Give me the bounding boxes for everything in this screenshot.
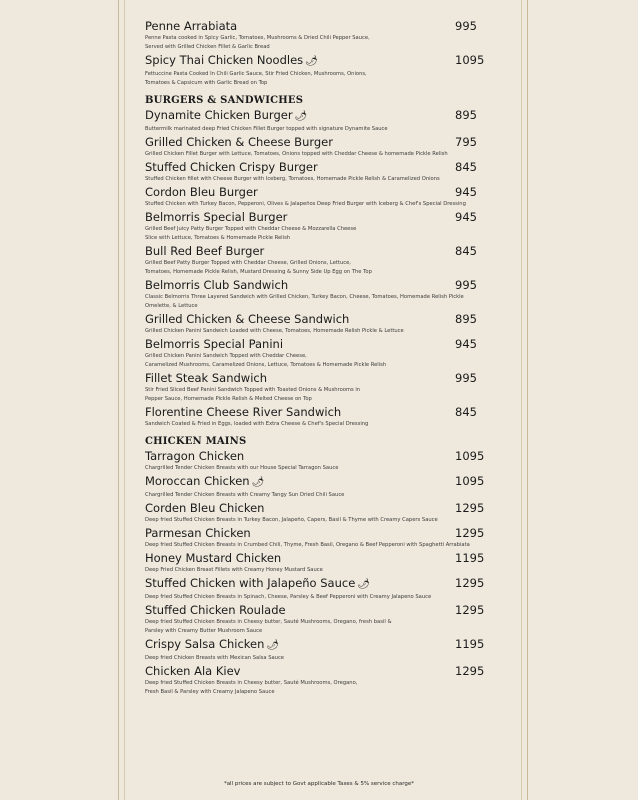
menu-item-description: Parsley with Creamy Butter Mushroom Sauce — [145, 628, 263, 634]
menu-item-florentine-cheese-river-sandwich — [145, 404, 490, 429]
chili-icon: 🌶 — [357, 579, 370, 590]
menu-item-price: 895 — [455, 312, 477, 326]
menu-item-name — [145, 52, 318, 70]
menu-item-name-text: Belmorris Special Burger — [145, 210, 288, 224]
section-title-chicken-mains: CHICKEN MAINS — [145, 436, 247, 447]
menu-item-description: Served with Grilled Chicken Fillet & Garlic Bread — [145, 44, 270, 50]
menu-item-belmorris-club-sandwich — [145, 277, 490, 311]
menu-item-name-text: Grilled Chicken & Cheese Burger — [145, 135, 333, 149]
menu-item-name — [145, 277, 288, 293]
menu-item-crispy-salsa-chicken — [145, 636, 490, 663]
menu-item-name — [145, 18, 237, 34]
menu-item-description: Grilled Beef Patty Burger Topped with Cheddar Cheese, Grilled Onions, Lettuce, — [145, 260, 351, 266]
menu-item-price: 1295 — [455, 576, 485, 590]
menu-item-price: 995 — [455, 371, 477, 385]
menu-item-head — [145, 370, 490, 386]
menu-item-head — [145, 404, 490, 420]
menu-item-description: Caramelized Mushrooms, Caramelized Onions, Lettuce, Tomatoes & Homemade Pickle Relish — [145, 362, 387, 368]
menu-item-price: 1295 — [455, 501, 485, 515]
menu-item-name — [145, 550, 281, 566]
menu-item-head — [145, 52, 490, 70]
menu-item-price: 845 — [455, 160, 477, 174]
menu-item-honey-mustard-chicken — [145, 550, 490, 575]
menu-item-name — [145, 336, 283, 352]
menu-item-price: 1095 — [455, 474, 485, 488]
menu-item-stuffed-chicken-with-jalape-o-sauce — [145, 575, 490, 602]
menu-item-name — [145, 525, 251, 541]
menu-item-price: 1295 — [455, 664, 485, 678]
menu-item-head — [145, 107, 490, 125]
menu-item-name-text: Stuffed Chicken Crispy Burger — [145, 160, 318, 174]
menu-item-name — [145, 663, 241, 679]
menu-item-price: 1295 — [455, 603, 485, 617]
menu-item-name — [145, 107, 307, 125]
menu-item-head — [145, 602, 490, 618]
price-footnote: *all prices are subject to Govt applicable Taxes & 5% service charge* — [223, 781, 415, 787]
menu-item-description: Grilled Chicken Panini Sandwich Loaded with Cheese, Tomatoes, Homemade Relish Pickle & Lettuce — [145, 328, 404, 334]
menu-item-name-text: Spicy Thai Chicken Noodles — [145, 53, 304, 67]
menu-item-stuffed-chicken-crispy-burger — [145, 159, 490, 184]
menu-item-spicy-thai-chicken-noodles — [145, 52, 490, 88]
menu-item-description: Tomatoes, Homemade Pickle Relish, Mustard Dressing & Sunny Side Up Egg on The Top — [145, 269, 372, 275]
menu-item-description: Grilled Chicken Fillet Burger with Lettuce, Tomatoes, Onions topped with Cheddar Cheese & homemade Pickle Relish — [145, 151, 448, 157]
menu-item-name — [145, 370, 267, 386]
menu-item-description: Grilled Beef Juicy Patty Burger Topped with Cheddar Cheese & Mozzarella Cheese — [145, 226, 357, 232]
menu-item-price: 995 — [455, 19, 477, 33]
menu-item-name-text: Stuffed Chicken with Jalapeño Sauce — [145, 576, 356, 590]
menu-item-belmorris-special-panini — [145, 336, 490, 370]
menu-item-price: 1195 — [455, 637, 485, 651]
chili-icon: 🌶 — [305, 56, 318, 67]
menu-item-description: Fresh Basil & Parsley with Creamy Jalapeno Sauce — [145, 689, 275, 695]
menu-item-description: Pepper Sauce, Homemade Pickle Relish & Melted Cheese on Top — [145, 396, 312, 402]
menu-item-price: 845 — [455, 244, 477, 258]
menu-item-name-text: Fillet Steak Sandwich — [145, 371, 267, 385]
menu-item-moroccan-chicken — [145, 473, 490, 500]
menu-item-name-text: Corden Bleu Chicken — [145, 501, 265, 515]
menu-item-description: Deep fried Stuffed Chicken Breasts in Cheesy butter, Sauté Mushrooms, Oregano, — [145, 680, 358, 686]
menu-item-description: Classic Belmorris Three Layered Sandwich with Grilled Chicken, Turkey Bacon, Cheese, Tomatoes, Homemade Relish Pickle — [145, 294, 464, 300]
menu-item-name-text: Belmorris Club Sandwich — [145, 278, 289, 292]
menu-item-grilled-chicken-cheese-burger — [145, 134, 490, 159]
menu-item-name-text: Dynamite Chicken Burger — [145, 108, 293, 122]
menu-item-name-text: Grilled Chicken & Cheese Sandwich — [145, 312, 350, 326]
menu-item-price: 945 — [455, 210, 477, 224]
menu-item-name-text: Stuffed Chicken Roulade — [145, 603, 286, 617]
menu-item-name — [145, 500, 264, 516]
menu-item-stuffed-chicken-roulade — [145, 602, 490, 636]
menu-item-parmesan-chicken — [145, 525, 490, 550]
chili-icon: 🌶 — [266, 640, 280, 651]
menu-item-description: Deep fried Stuffed Chicken Breasts in Crumbed Chili, Thyme, Fresh Basil, Oregano & Beef Pepperoni with Spaghetti Arrabiata — [145, 542, 470, 548]
menu-item-price: 945 — [455, 185, 477, 199]
menu-item-head — [145, 448, 490, 464]
menu-item-name-text: Florentine Cheese River Sandwich — [145, 405, 342, 419]
menu-item-head — [145, 243, 490, 259]
menu-item-name — [145, 575, 370, 593]
menu-item-description: Chargrilled Tender Chicken Breasts with Creamy Tangy Sun Dried Chili Sauce — [145, 492, 345, 498]
menu-item-description: Deep Fried Chicken Breast Fillets with Creamy Honey Mustard Sauce — [145, 567, 323, 573]
menu-item-description: Chargrilled Tender Chicken Breasts with our House Special Tarragon Sauce — [145, 465, 339, 471]
menu-item-name-text: Belmorris Special Panini — [145, 337, 284, 351]
menu-item-fillet-steak-sandwich — [145, 370, 490, 404]
menu-item-description: Sandwich Coated & Fried in Eggs, loaded with Extra Cheese & Chef's Special Dressing — [145, 421, 369, 427]
menu-item-name — [145, 311, 349, 327]
menu-item-name — [145, 448, 244, 464]
menu-item-head — [145, 184, 490, 200]
menu-content — [145, 18, 490, 697]
menu-item-description: Penne Pasta cooked in Spicy Garlic, Tomatoes, Mushrooms & Dried Chili Pepper Sauce, — [145, 35, 370, 41]
menu-item-price: 1095 — [455, 449, 485, 463]
menu-item-chicken-ala-kiev — [145, 663, 490, 697]
menu-item-price: 1295 — [455, 526, 485, 540]
menu-item-name-text: Parmesan Chicken — [145, 526, 251, 540]
menu-item-head — [145, 18, 490, 34]
menu-item-name — [145, 636, 279, 654]
menu-item-description: Stuffed Chicken fillet with Cheese Burger with Iceberg, Tomatoes, Homemade Pickle Relish & Caramelized Onions — [145, 176, 440, 182]
menu-item-description: Deep fried Stuffed Chicken Breasts in Cheesy butter, Sauté Mushrooms, Oregano, fresh basil & — [145, 619, 392, 625]
menu-item-price: 895 — [455, 108, 477, 122]
menu-item-price: 845 — [455, 405, 477, 419]
menu-item-description: Tomatoes & Capsicum with Garlic Bread on Top — [145, 80, 268, 86]
menu-item-name — [145, 134, 333, 150]
menu-item-name-text: Cordon Bleu Burger — [145, 185, 258, 199]
chili-icon: 🌶 — [294, 111, 308, 122]
menu-item-name-text: Penne Arrabiata — [145, 19, 238, 33]
menu-item-description: Deep fried Stuffed Chicken Breasts in Spinach, Cheese, Parsley & Beef Pepperoni with Creamy Jalapeno Sauce — [145, 594, 432, 600]
menu-item-price: 995 — [455, 278, 477, 292]
menu-item-name-text: Tarragon Chicken — [145, 449, 245, 463]
menu-item-price: 1195 — [455, 551, 485, 565]
menu-item-description: Stir Fried Sliced Beef Panini Sandwich Topped with Toasted Onions & Mushrooms in — [145, 387, 361, 393]
menu-item-name — [145, 473, 264, 491]
menu-item-description: Deep fried Stuffed Chicken Breasts in Turkey Bacon, Jalapeño, Capers, Basil & Thyme with Creamy Capers Sauce — [145, 517, 438, 523]
menu-item-head — [145, 575, 490, 593]
menu-item-price: 1095 — [455, 53, 485, 67]
chili-icon: 🌶 — [251, 477, 265, 488]
menu-item-dynamite-chicken-burger — [145, 107, 490, 134]
menu-item-description: Fettuccine Pasta Cooked In Chili Garlic Sauce, Stir Fried Chicken, Mushrooms, Onions, — [145, 71, 367, 77]
menu-item-head — [145, 277, 490, 293]
menu-item-head — [145, 500, 490, 516]
menu-item-description: Slice with Lettuce, Tomatoes & Homemade Pickle Relish — [145, 235, 291, 241]
menu-item-description: Buttermilk marinated deep Fried Chicken Fillet Burger topped with signature Dynamite Sauce — [145, 126, 388, 132]
menu-item-corden-bleu-chicken — [145, 500, 490, 525]
menu-item-belmorris-special-burger — [145, 209, 490, 243]
menu-item-name — [145, 209, 287, 225]
menu-item-name-text: Moroccan Chicken — [145, 474, 250, 488]
menu-item-grilled-chicken-cheese-sandwich — [145, 311, 490, 336]
menu-item-head — [145, 636, 490, 654]
menu-item-name-text: Bull Red Beef Burger — [145, 244, 265, 258]
menu-item-name-text: Crispy Salsa Chicken — [145, 637, 265, 651]
menu-item-bull-red-beef-burger — [145, 243, 490, 277]
menu-item-description: Stuffed Chicken with Turkey Bacon, Pepperoni, Olives & Jalapeños Deep Fried Burger with Iceberg & Chef's Special Dressing — [145, 201, 466, 207]
menu-item-name — [145, 243, 264, 259]
menu-item-name — [145, 184, 258, 200]
menu-item-penne-arrabiata — [145, 18, 490, 52]
menu-item-description: Deep fried Chicken Breasts with Mexican Salsa Sauce — [145, 655, 284, 661]
menu-item-head — [145, 311, 490, 327]
menu-item-tarragon-chicken — [145, 448, 490, 473]
menu-item-price: 795 — [455, 135, 477, 149]
menu-item-head — [145, 134, 490, 150]
menu-item-head — [145, 525, 490, 541]
menu-item-price: 945 — [455, 337, 477, 351]
menu-item-name-text: Chicken Ala Kiev — [145, 664, 241, 678]
menu-item-head — [145, 473, 490, 491]
menu-item-name-text: Honey Mustard Chicken — [145, 551, 282, 565]
menu-item-name — [145, 602, 286, 618]
menu-item-head — [145, 209, 490, 225]
menu-item-name — [145, 159, 318, 175]
menu-item-name — [145, 404, 341, 420]
menu-item-description: Omelette, & Lettuce — [145, 303, 198, 309]
menu-item-head — [145, 663, 490, 679]
section-title-burgers-sandwiches: BURGERS & SANDWICHES — [145, 95, 304, 106]
menu-item-head — [145, 336, 490, 352]
menu-item-description: Grilled Chicken Panini Sandwich Topped with Cheddar Cheese, — [145, 353, 307, 359]
menu-item-head — [145, 159, 490, 175]
menu-item-head — [145, 550, 490, 566]
menu-item-cordon-bleu-burger — [145, 184, 490, 209]
